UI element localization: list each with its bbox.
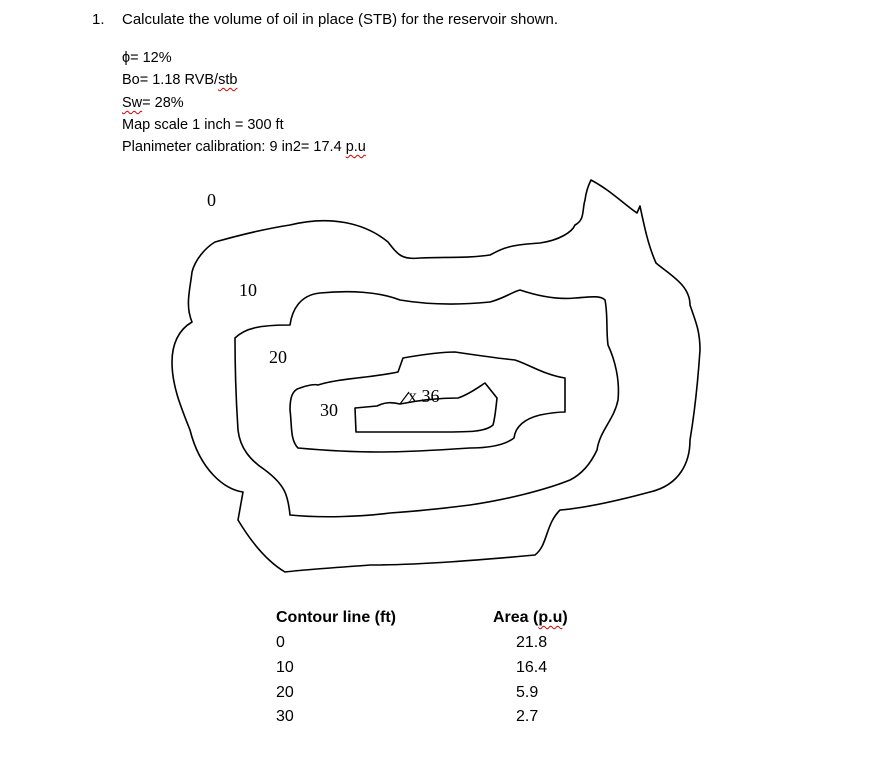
- contour-label-0: 0: [207, 190, 216, 210]
- table-header-area-unit: p.u: [538, 609, 563, 626]
- question-number: 1.: [92, 11, 105, 28]
- contour-label-10: 10: [239, 280, 257, 300]
- param-planimeter-unit: p.u: [345, 139, 366, 155]
- table-header-area: [493, 609, 568, 627]
- param-porosity: ϕ= 12%: [122, 50, 172, 66]
- table-cell-contour: 30: [276, 708, 294, 725]
- table-header-area-prefix: Area (: [493, 609, 539, 626]
- table-cell-contour: 10: [276, 659, 294, 676]
- peak-label-36: x 36: [408, 386, 440, 406]
- param-planimeter-prefix: Planimeter calibration: 9 in2= 17.4: [122, 139, 346, 155]
- table-header-area-suffix: ): [562, 609, 568, 626]
- table-cell-area: 16.4: [516, 659, 548, 676]
- contour-label-20: 20: [269, 347, 287, 367]
- table-header-contour: Contour line (ft): [276, 609, 396, 626]
- contour-line-0: [172, 180, 700, 572]
- param-sw-rest: = 28%: [142, 95, 184, 111]
- table-cell-area: 21.8: [516, 634, 548, 651]
- table-cell-contour: 0: [276, 634, 285, 651]
- table-cell-area: 5.9: [516, 684, 539, 701]
- question-text: Calculate the volume of oil in place (STB) for the reservoir shown.: [122, 11, 559, 28]
- table-cell-contour: 20: [276, 684, 294, 701]
- param-map-scale: Map scale 1 inch = 300 ft: [122, 117, 284, 133]
- param-sw-prefix: Sw: [122, 95, 143, 111]
- table-cell-area: 2.7: [516, 708, 539, 725]
- contour-label-30: 30: [320, 400, 338, 420]
- param-bo-unit: stb: [218, 72, 238, 88]
- param-bo-prefix: Bo= 1.18 RVB/: [122, 72, 219, 88]
